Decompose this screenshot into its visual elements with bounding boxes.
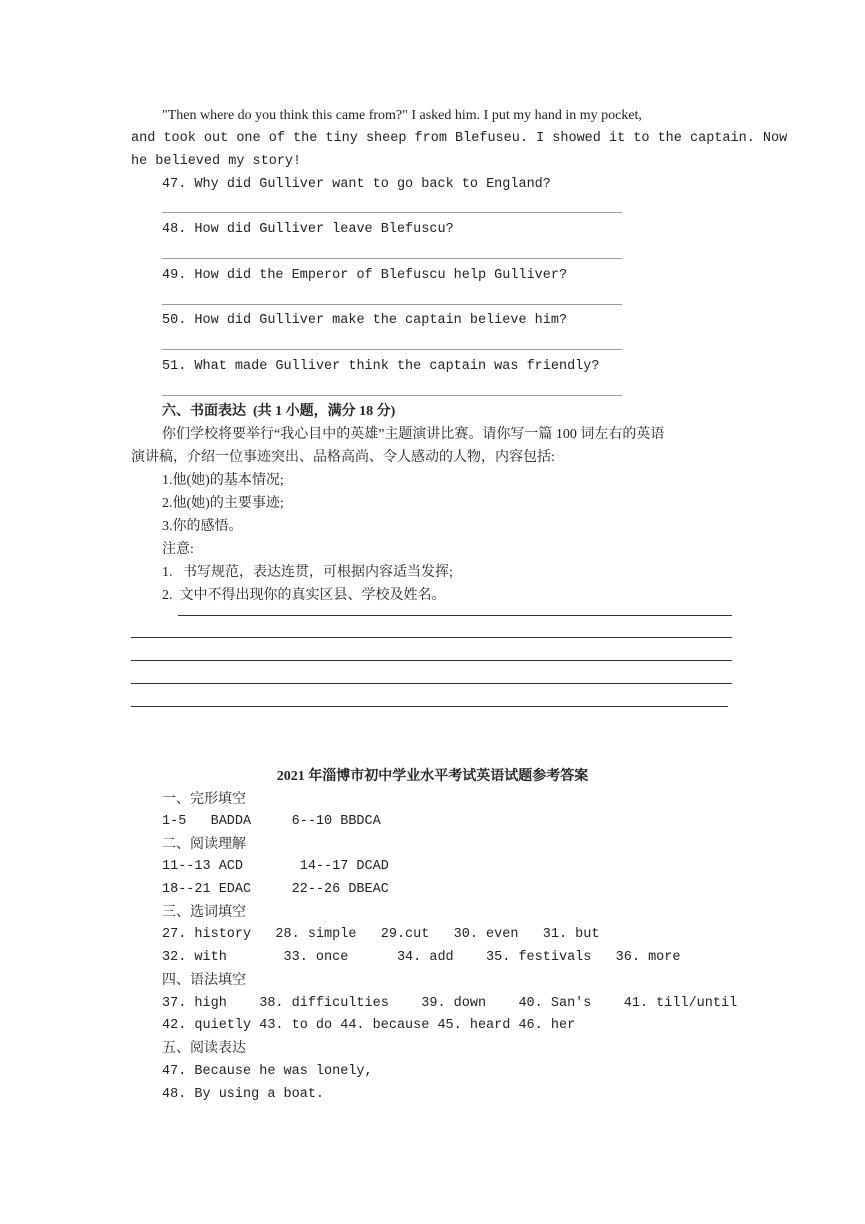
writing-heading: 六、书面表达 (共 1 小题，满分 18 分)	[162, 404, 396, 419]
question-text: What made Gulliver think the captain was friendly?	[194, 359, 600, 374]
answers-row: 18--21 EDAC 22--26 DBEAC	[162, 882, 389, 897]
writing-line-4[interactable]	[131, 683, 732, 684]
question-text: Why did Gulliver want to go back to England?	[194, 177, 551, 192]
answers-row: 27. history 28. simple 29.cut 30. even 31. but	[162, 927, 600, 942]
writing-line-5[interactable]	[131, 706, 728, 707]
writing-note-1: 1. 书写规范，表达连贯，可根据内容适当发挥;	[162, 565, 453, 580]
answers-row: 37. high 38. difficulties 39. down 40. San's 41. till/until	[162, 996, 738, 1011]
writing-line-2[interactable]	[131, 637, 732, 638]
answers-section-word-fill: 三、选词填空	[162, 905, 246, 920]
writing-point-3: 3.你的感悟。	[162, 519, 243, 534]
question-number: 51.	[162, 359, 187, 374]
answers-section-grammar: 四、语法填空	[162, 973, 246, 988]
question-48	[162, 219, 454, 241]
writing-prompt-line-2: 演讲稿，介绍一位事迹突出、品格高尚、令人感动的人物，内容包括:	[131, 450, 555, 465]
answers-row: 48. By using a boat.	[162, 1087, 325, 1102]
writing-point-1: 1.他(她)的基本情况;	[162, 473, 284, 488]
passage-line-3: he believed my story!	[131, 154, 302, 169]
question-text: How did Gulliver make the captain believe him?	[194, 313, 568, 328]
question-number: 47.	[162, 177, 187, 192]
writing-prompt-line-1: 你们学校将要举行“我心目中的英雄”主题演讲比赛。请你写一篇 100 词左右的英语	[162, 427, 665, 442]
answer-line-47[interactable]	[162, 212, 622, 213]
answers-row: 32. with 33. once 34. add 35. festivals 36. more	[162, 950, 681, 965]
answers-section-reading-expression: 五、阅读表达	[162, 1041, 246, 1056]
question-number: 48.	[162, 222, 187, 237]
answer-line-51[interactable]	[162, 395, 622, 396]
writing-point-2: 2.他(她)的主要事迹;	[162, 496, 284, 511]
answers-section-cloze: 一、完形填空	[162, 792, 246, 807]
question-51	[162, 356, 600, 378]
question-text: How did Gulliver leave Blefuscu?	[194, 222, 454, 237]
answers-row: 47. Because he was lonely,	[162, 1064, 373, 1079]
answer-line-48[interactable]	[162, 258, 622, 259]
answers-title: 2021 年淄博市初中学业水平考试英语试题参考答案	[276, 769, 589, 784]
question-number: 49.	[162, 268, 187, 283]
answers-row: 42. quietly 43. to do 44. because 45. heard 46. her	[162, 1018, 576, 1033]
answers-section-reading: 二、阅读理解	[162, 837, 246, 852]
question-text: How did the Emperor of Blefuscu help Gulliver?	[194, 268, 568, 283]
answers-row: 1-5 BADDA 6--10 BBDCA	[162, 814, 381, 829]
question-50	[162, 310, 567, 332]
passage-line-1: "Then where do you think this came from?" I asked him. I put my hand in my pocket,	[162, 108, 642, 123]
writing-line-3[interactable]	[131, 660, 732, 661]
question-47	[162, 174, 551, 196]
passage-line-2: and took out one of the tiny sheep from Blefuseu. I showed it to the captain. Now	[131, 131, 788, 146]
writing-line-1[interactable]	[178, 615, 732, 616]
writing-note-label: 注意:	[162, 542, 194, 557]
question-49	[162, 265, 567, 287]
answers-row: 11--13 ACD 14--17 DCAD	[162, 859, 389, 874]
writing-note-2: 2. 文中不得出现你的真实区县、学校及姓名。	[162, 588, 446, 603]
question-number: 50.	[162, 313, 187, 328]
answer-line-49[interactable]	[162, 304, 622, 305]
answer-line-50[interactable]	[162, 349, 622, 350]
